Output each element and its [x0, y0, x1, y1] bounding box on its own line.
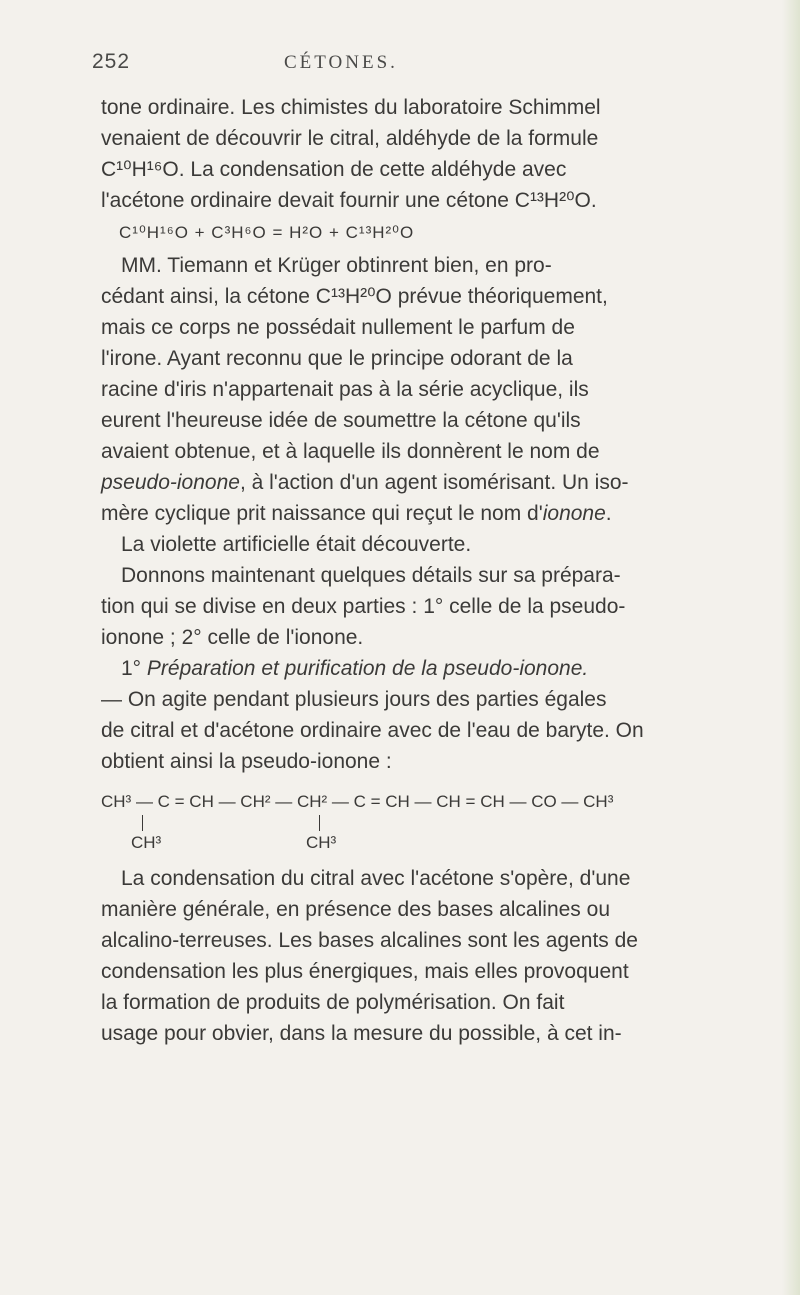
text-line: l'irone. Ayant reconnu que le principe odorant de la [101, 347, 573, 370]
text-line: venaient de découvrir le citral, aldéhyde de la formule [101, 127, 599, 150]
formula-bond-line [142, 815, 143, 831]
text-line: condensation les plus énergiques, mais elles provoquent [101, 960, 629, 983]
formula-main-chain: CH³ — C = CH — CH² — CH² — C = CH — CH = CH — CO — CH³ [101, 792, 614, 811]
text-line: MM. Tiemann et Krüger obtinrent bien, en pro- [121, 254, 552, 277]
body-text [101, 92, 741, 1049]
section-preparation [101, 653, 741, 777]
section-heading [101, 653, 741, 684]
text-line: tion qui se divise en deux parties : 1° celle de la pseudo- [101, 595, 626, 618]
section-title: Préparation et purification de la pseudo-ionone. [146, 657, 589, 680]
text-line: mais ce corps ne possédait nullement le parfum de [101, 316, 575, 339]
formula-bond-line [319, 815, 320, 831]
structural-formula [101, 789, 741, 855]
formula-branches [101, 815, 741, 855]
paragraph-1 [101, 92, 741, 216]
text-line: la formation de produits de polymérisation. On fait [101, 991, 565, 1014]
text-line: La violette artificielle était découverte. [121, 533, 472, 556]
paragraph-3 [101, 560, 741, 653]
text-line: ionone ; 2° celle de l'ionone. [101, 626, 364, 649]
text-line: manière générale, en présence des bases alcalines ou [101, 898, 610, 921]
text-span: , à l'action d'un agent isomérisant. Un iso- [239, 471, 629, 494]
text-line: eurent l'heureuse idée de soumettre la cétone qu'ils [101, 409, 581, 432]
text-line: tone ordinaire. Les chimistes du laboratoire Schimmel [101, 96, 601, 119]
running-head: CÉTONES. [284, 52, 398, 73]
text-line: cédant ainsi, la cétone C¹³H²⁰O prévue théoriquement, [101, 285, 608, 308]
paragraph-4 [101, 863, 741, 1049]
text-line: La condensation du citral avec l'acétone s'opère, d'une [121, 867, 631, 890]
text-line [101, 467, 741, 498]
text-line: l'acétone ordinaire devait fournir une cétone C¹³H²⁰O. [101, 189, 597, 212]
text-span: mère cyclique prit naissance qui reçut le nom d' [101, 502, 543, 525]
text-line: obtient ainsi la pseudo-ionone : [101, 750, 392, 773]
formula-branch-methyl: CH³ [131, 833, 162, 852]
paragraph-2 [101, 250, 741, 560]
reaction-equation: C¹⁰H¹⁶O + C³H⁶O = H²O + C¹³H²⁰O [119, 223, 415, 242]
text-line: C¹⁰H¹⁶O. La condensation de cette aldéhyde avec [101, 158, 567, 181]
term-pseudo-ionone: pseudo-ionone [101, 471, 240, 494]
text-line [101, 498, 741, 529]
text-line: de citral et d'acétone ordinaire avec de l'eau de baryte. On [101, 719, 644, 742]
text-line: racine d'iris n'appartenait pas à la série acyclique, ils [101, 378, 589, 401]
page-number: 252 [92, 50, 131, 73]
page-header [92, 50, 732, 78]
text-line: Donnons maintenant quelques détails sur sa prépara- [121, 564, 621, 587]
section-number: 1° [121, 657, 147, 680]
text-line: usage pour obvier, dans la mesure du possible, à cet in- [101, 1022, 622, 1045]
text-line: — On agite pendant plusieurs jours des parties égales [101, 688, 607, 711]
formula-branch-methyl: CH³ [306, 833, 337, 852]
page-edge-shadow [782, 0, 800, 1295]
term-ionone: ionone [542, 502, 606, 525]
text-span: . [605, 502, 612, 525]
text-line: avaient obtenue, et à laquelle ils donnèrent le nom de [101, 440, 600, 463]
text-line: alcalino-terreuses. Les bases alcalines sont les agents de [101, 929, 638, 952]
